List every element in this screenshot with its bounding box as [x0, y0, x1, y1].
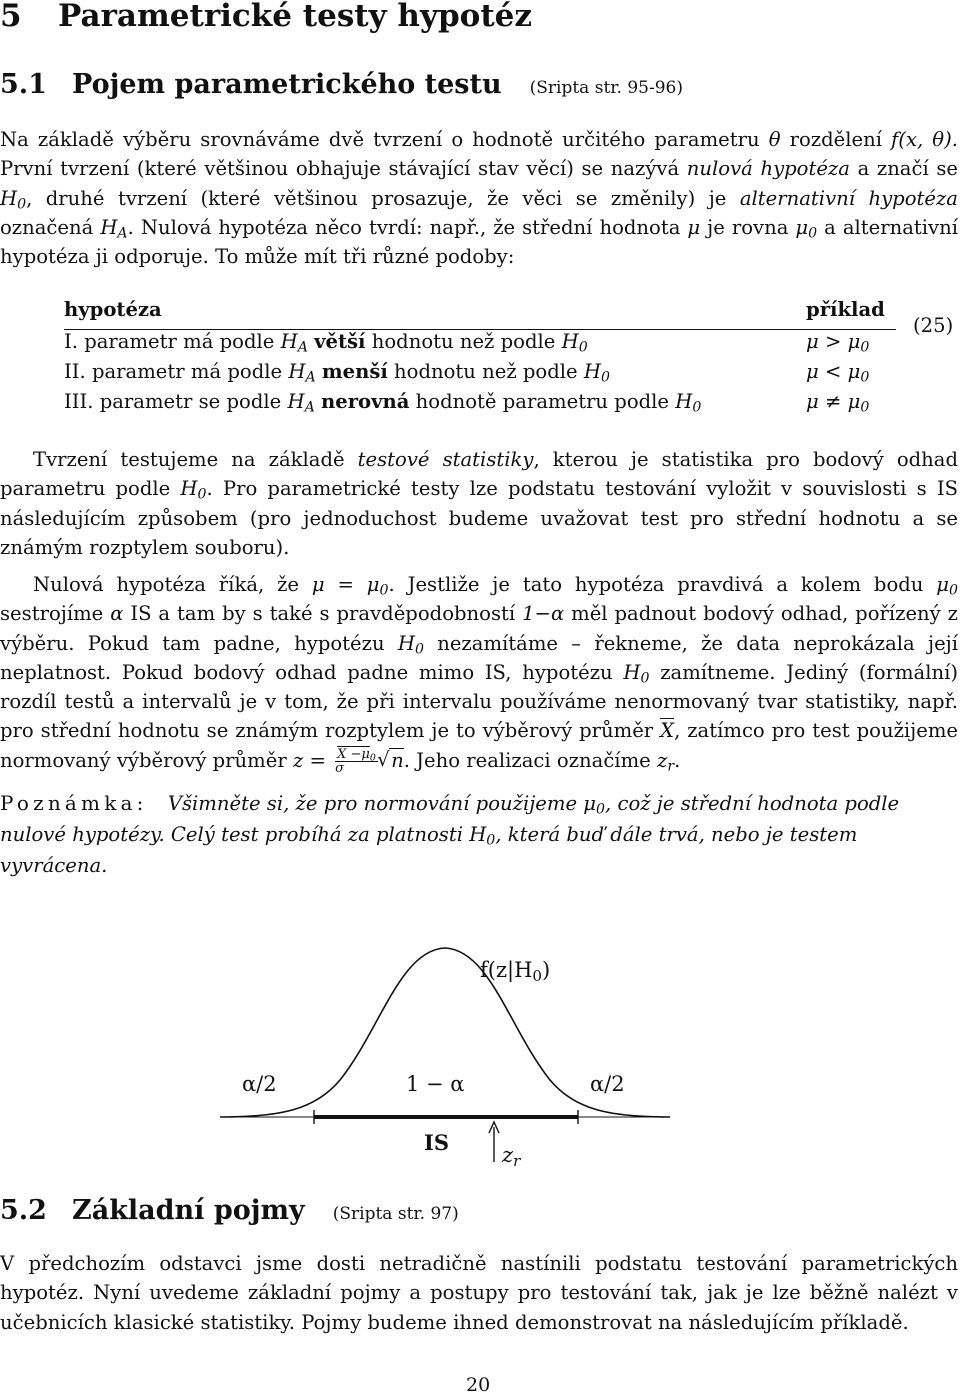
- math-mu0: $\mu_0$: [795, 215, 818, 242]
- paragraph-null-hypothesis: Nulová hypotéza říká, že $\mu = \mu_0$. Jestliže je tato hypotéza pravdivá a kolem bodu $\mu_0$ sestrojíme α IS a tam by s také s pravděpodobností 1−α měl padnout bodový odhad, pořízený z výběru. Pokud tam padne, hypotézu $H_0$ nezamítáme – řekneme, že data neprokázala její neplatnost. Pokud bodový odhad padne mimo IS, hypotézu $H_0$ zamítneme. Jediný (formální) rozdíl testů a intervalů je v tom, že při intervalu používáme nenormovaný tvar statistiky, např. pro střední hodnotu se známým rozptylem je to výběrový průměr $\overline{X}$, zatímco pro test použijeme normovaný výběrový průměr z = $\frac{X -\mu_0}{\sigma}$ √ n. Jeho realizaci označíme $z_r$.: [0, 570, 958, 775]
- paragraph-test-statistic: Tvrzení testujeme na základě testové statistiky, kterou je statistika pro bodový odhad parametru podle $H_0$. Pro parametrické testy lze podstatu testování vyložit v souvislosti s IS následujícím způsobem (pro jednoduchost budeme uvažovat test pro střední hodnotu a se známým rozptylem souboru).: [0, 448, 959, 559]
- note-text: Všimněte si, že pro normování použijeme $\mu_0$, což je střední hodnota podle nulové hypotézy. Celý test probíhá za platnosti $H_0$, která buď dále trvá, nebo je testem vyvrácena.: [0, 792, 900, 877]
- left-tail-label: α/2: [242, 1072, 277, 1096]
- text: je rovna: [707, 215, 789, 239]
- table-row: I. parametr má podle $H_A$ větší hodnotu než podle $H_0$ $\mu > \mu_0$: [64, 330, 870, 356]
- math-mu: μ: [687, 215, 701, 239]
- subsection-title: Pojem parametrického testu: [72, 69, 502, 100]
- text: První tvrzení (které většinou obhajuje stávající stav věcí) se nazývá: [0, 157, 680, 181]
- example-cell: $\mu \ne \mu_0$: [806, 390, 870, 416]
- text: rozdělení: [789, 128, 882, 151]
- text: označená: [0, 215, 94, 239]
- term-null-hypothesis: nulová hypotéza: [686, 157, 850, 181]
- equation-number: (25): [913, 314, 954, 337]
- header-example: příklad: [806, 298, 885, 321]
- right-tail-label: α/2: [590, 1072, 625, 1096]
- density-figure: [220, 930, 670, 1175]
- section-number: 5: [0, 0, 22, 34]
- paragraph-basic-terms: [0, 1249, 958, 1337]
- subsection-ref: (Sripta str. 95-96): [529, 78, 683, 98]
- subsection-heading-2: [0, 1195, 459, 1226]
- math-xbar: $\overline{X}$: [660, 719, 675, 743]
- subsection-number: 5.2: [0, 1195, 47, 1226]
- text: a alternativní hypotéza ji odporuje. To může mít tři různé podoby:: [0, 215, 958, 269]
- text: . Nulová hypotéza něco tvrdí: např., že střední hodnota: [127, 215, 681, 239]
- page-number: 20: [466, 1374, 491, 1396]
- example-cell: $\mu < \mu_0$: [806, 360, 870, 386]
- term-alternative-hypothesis: alternativní hypotéza: [739, 186, 958, 210]
- center-label: 1 − α: [406, 1072, 465, 1096]
- example-cell: $\mu > \mu_0$: [806, 330, 870, 356]
- math-h0: $H_0$: [0, 186, 27, 213]
- table-header: [64, 298, 896, 328]
- math-theta: θ: [768, 128, 781, 151]
- point-label: $z_r$: [502, 1143, 521, 1170]
- subsection-number: 5.1: [0, 69, 47, 100]
- note-block: [0, 788, 960, 881]
- text: V předchozím odstavci jsme dosti netradičně nastínili podstatu testování parametrických hypotéz. Nyní uvedeme základní pojmy a postupy pro testování tak, jak je lze běžně nalézt v učebnicích klasické statistiky. Pojmy budeme ihned demonstrovat na následujícím příkladě.: [0, 1252, 958, 1334]
- text: , druhé tvrzení (které většinou prosazuje, že věci se změnily) je: [26, 186, 727, 210]
- subsection-ref: (Sripta str. 97): [332, 1204, 459, 1224]
- section-title: Parametrické testy hypotéz: [58, 0, 532, 34]
- table-row: II. parametr má podle $H_A$ menší hodnotu než podle $H_0$ $\mu < \mu_0$: [64, 360, 870, 386]
- text: Na základě výběru srovnáváme dvě tvrzení o hodnotě určitého parametru: [0, 128, 760, 151]
- density-label: $f(z|H_0)$: [480, 958, 551, 985]
- term-test-statistic: testové statistiky: [357, 448, 534, 471]
- interval-label: IS: [424, 1130, 449, 1155]
- fraction: $\frac{X -\mu_0}{\sigma}$: [335, 746, 376, 776]
- subsection-heading-1: [0, 69, 683, 100]
- table-row: III. parametr se podle $H_A$ nerovná hodnotě parametru podle $H_0$ $\mu \ne \mu_0$: [64, 390, 870, 416]
- math-f: f(x, θ).: [891, 128, 958, 151]
- text: a značí se: [857, 157, 958, 181]
- section-heading: [0, 0, 532, 34]
- intro-paragraph: [0, 125, 958, 271]
- subsection-title: Základní pojmy: [72, 1195, 305, 1226]
- note-label: Poznámka:: [0, 791, 148, 815]
- math-sqrt: √ n: [389, 748, 404, 772]
- math-ha: $H_A$: [100, 215, 128, 242]
- header-hypothesis: hypotéza: [64, 298, 162, 321]
